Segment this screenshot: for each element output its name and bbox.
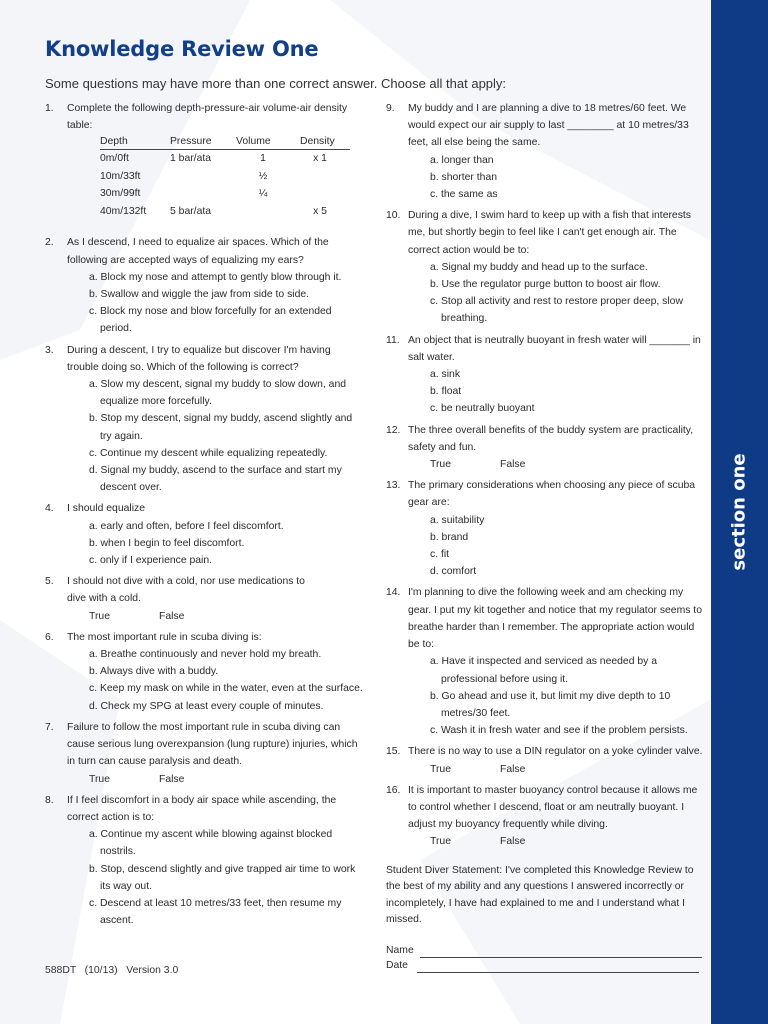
table-row [100,150,350,168]
true-option[interactable]: True [430,763,451,775]
column-header-density: Density [300,134,350,150]
table-cell-blank[interactable] [170,168,236,186]
answer-option[interactable]: a. Breathe continuously and never hold my breath. [89,649,322,661]
question-7 [45,719,365,788]
column-header-volume: Volume [236,134,300,150]
question-text: During a descent, I try to equalize but discover I'm having trouble doing so. Which of the following is correct? [67,344,331,373]
density-table [100,134,350,220]
answer-option[interactable]: b. when I begin to feel discomfort. [89,537,245,549]
answer-option[interactable]: b. Use the regulator purge button to boost air flow. [430,279,661,291]
answer-option[interactable]: c. Stop all activity and rest to restore proper deep, slow breathing. [430,296,683,325]
question-9 [386,100,704,203]
answer-option[interactable]: a. Signal my buddy and head up to the surface. [430,261,648,273]
true-option[interactable]: True [430,459,451,471]
question-number: 2. [45,237,54,249]
table-cell: 30m/99ft [100,188,141,200]
table-cell-blank[interactable] [300,185,350,203]
question-2 [45,234,365,337]
left-column [45,100,365,933]
table-cell: 10m/33ft [100,170,141,182]
question-text: The primary considerations when choosing any piece of scuba gear are: [408,480,696,509]
true-option[interactable]: True [89,610,110,622]
table-row [100,168,350,186]
question-text: The most important rule in scuba diving is: [67,631,262,643]
answer-option[interactable]: b. brand [430,531,469,543]
answer-option[interactable]: b. Swallow and wiggle the jaw from side to side. [89,289,310,301]
table-row [100,185,350,203]
false-option[interactable]: False [159,610,185,622]
question-15 [386,743,704,777]
student-diver-statement: Student Diver Statement: I've completed this Knowledge Review to the best of my ability and any questions I answered incorrectly or incompletely, I have had explained to me and I understand what I missed. [386,864,694,926]
table-cell: 40m/132ft [100,205,147,217]
question-number: 3. [45,344,54,356]
table-cell-blank[interactable] [236,203,300,221]
question-number: 12. [386,424,401,436]
table-header-row [100,134,350,150]
answer-option[interactable]: a. Slow my descent, signal my buddy to slow down, and equalize more forcefully. [89,379,347,408]
answer-option[interactable]: a. longer than [430,154,494,166]
answer-option[interactable]: d. comfort [430,566,477,578]
answer-option[interactable]: c. Wash it in fresh water and see if the problem persists. [430,725,688,737]
true-option[interactable]: True [89,773,110,785]
answer-option[interactable]: b. shorter than [430,171,498,183]
false-option[interactable]: False [500,459,526,471]
question-number: 16. [386,784,401,796]
question-text: I should not dive with a cold, nor use medications to dive with a cold. [67,576,305,605]
question-number: 4. [45,503,54,515]
question-13 [386,477,704,580]
answer-option[interactable]: b. float [430,386,462,398]
question-text: I'm planning to dive the following week and am checking my gear. I put my kit together and notice that my regulator seems to breathe harder than I remember. The appropriate action would be to: [408,587,702,651]
answer-option[interactable]: a. Continue my ascent while blowing against blocked nostrils. [89,829,333,858]
table-cell: 0m/0ft [100,153,129,165]
answer-option[interactable]: a. sink [430,369,461,381]
question-text: During a dive, I swim hard to keep up with a fish that interests me, but shortly begin to feel like I can't get enough air. The correct action would be to: [408,210,691,256]
question-number: 14. [386,587,401,599]
question-text: If I feel discomfort in a body air space while ascending, the correct action is to: [67,794,337,823]
answer-option[interactable]: d. Signal my buddy, ascend to the surface and start my descent over. [89,465,342,494]
question-5 [45,573,365,625]
false-option[interactable]: False [500,836,526,848]
question-1 [45,100,365,220]
question-text: There is no way to use a DIN regulator on a yoke cylinder valve. [408,746,703,758]
answer-option[interactable]: c. the same as [430,189,498,201]
answer-option[interactable]: b. Stop, descend slightly and give trapped air time to work its way out. [89,863,356,892]
date-field[interactable] [417,961,699,973]
question-number: 13. [386,480,401,492]
intro-text: Some questions may have more than one correct answer. Choose all that apply: [45,76,507,91]
table-cell: 1 bar/ata [170,153,212,165]
true-option[interactable]: True [430,836,451,848]
question-number: 7. [45,721,54,733]
question-number: 1. [45,103,54,114]
table-cell: x 5 [313,205,327,217]
question-16 [386,782,704,851]
question-text: Failure to follow the most important rule in scuba diving can cause serious lung overexpansion (lung rupture) injuries, which in turn can cause paralysis and death. [67,721,358,768]
date-label: Date [386,959,408,971]
section-label: section one [728,453,750,571]
answer-option[interactable]: c. be neutrally buoyant [430,403,535,415]
answer-option[interactable]: c. fit [430,549,450,561]
table-cell: 1 [260,153,266,165]
question-text: My buddy and I are planning a dive to 18 metres/60 feet. We would expect our air supply to last ________ at 10 metres/33 feet, all else being the same. [408,103,689,149]
answer-option[interactable]: c. Descend at least 10 metres/33 feet, then resume my ascent. [89,897,342,927]
answer-option[interactable]: b. Go ahead and use it, but limit my dive depth to 10 metres/30 feet. [430,690,671,719]
column-header-pressure: Pressure [170,134,236,150]
question-number: 9. [386,103,395,114]
question-number: 15. [386,746,401,758]
question-10 [386,207,704,327]
name-label: Name [386,944,414,956]
question-text: It is important to master buoyancy control because it allows me to control whether I descend, float or am neutrally buoyant. I adjust my buoyancy frequently while diving. [408,784,698,831]
false-option[interactable]: False [500,763,526,775]
question-14 [386,584,704,739]
question-number: 11. [386,334,400,346]
answer-option[interactable]: c. Continue my descent while equalizing repeatedly. [89,447,328,459]
table-cell: 5 bar/ata [170,205,212,217]
question-number: 10. [386,210,401,222]
question-text: The three overall benefits of the buddy system are practicality, safety and fun. [408,424,694,453]
table-cell: ½ [258,170,268,182]
question-3 [45,342,365,497]
question-6 [45,629,365,715]
question-12 [386,422,704,474]
answer-option[interactable]: a. suitability [430,514,485,526]
table-cell: x 1 [313,153,327,165]
answer-option[interactable]: a. Block my nose and attempt to gently blow through it. [89,271,342,283]
table-cell-blank[interactable] [170,185,236,203]
table-row [100,203,350,221]
answer-option[interactable]: c. Block my nose and blow forcefully for an extended period. [89,306,332,335]
question-text: An object that is neutrally buoyant in fresh water will _______ in salt water. [408,334,701,363]
question-number: 5. [45,576,54,588]
question-4 [45,500,365,569]
table-cell-blank[interactable] [300,168,350,186]
answer-option[interactable]: d. Check my SPG at least every couple of minutes. [89,700,324,712]
signature-block [386,943,704,973]
column-header-depth: Depth [100,134,170,150]
page-title: Knowledge Review One [45,37,319,61]
question-text: As I descend, I need to equalize air spaces. Which of the following are accepted ways of equalizing my ears? [67,237,329,266]
footer-code: 588DT (10/13) Version 3.0 [45,965,179,976]
answer-option[interactable]: b. Stop my descent, signal my buddy, ascend slightly and try again. [89,413,353,442]
question-number: 6. [45,631,54,643]
question-text: I should equalize [67,503,145,515]
question-number: 8. [45,794,54,806]
answer-option[interactable]: b. Always dive with a buddy. [89,666,219,678]
section-side-band [711,0,768,1024]
name-field[interactable] [420,946,702,958]
question-text: Complete the following depth-pressure-air volume-air density table: [67,103,348,132]
answer-option[interactable]: a. early and often, before I feel discomfort. [89,520,284,532]
answer-option[interactable]: c. only if I experience pain. [89,555,213,567]
answer-option[interactable]: a. Have it inspected and serviced as needed by a professional before using it. [430,656,658,685]
table-cell: ¼ [258,188,268,200]
false-option[interactable]: False [159,773,185,785]
question-8 [45,792,365,930]
answer-option[interactable]: c. Keep my mask on while in the water, even at the surface. [89,683,363,695]
question-11 [386,332,704,418]
right-column [386,100,704,973]
